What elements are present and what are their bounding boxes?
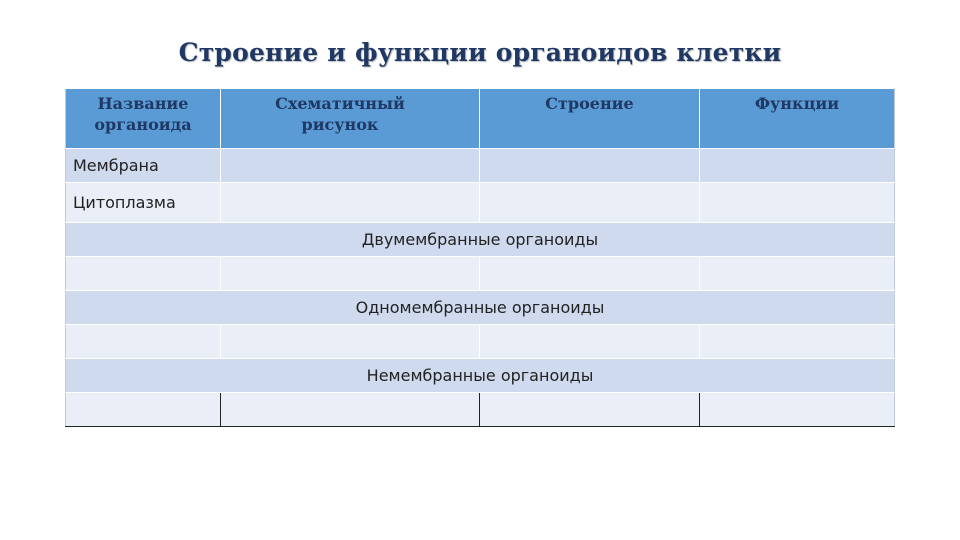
header-schematic-drawing: Схематичный рисунок: [221, 89, 480, 149]
cell-single-membrane-drawing[interactable]: [221, 325, 480, 359]
section-row-non-membrane: [66, 359, 895, 393]
cell-single-membrane-functions[interactable]: [700, 325, 895, 359]
section-label-single-membrane: Одномембранные органоиды: [66, 291, 895, 325]
header-functions: Функции: [700, 89, 895, 149]
table-row-membrane: [66, 149, 895, 183]
cell-cytoplasm-structure[interactable]: [480, 183, 700, 223]
cell-membrane-name[interactable]: Мембрана: [66, 149, 221, 183]
cell-double-membrane-structure[interactable]: [480, 257, 700, 291]
table-row-cytoplasm: [66, 183, 895, 223]
header-structure: Строение: [480, 89, 700, 149]
cell-membrane-functions[interactable]: [700, 149, 895, 183]
cell-non-membrane-structure[interactable]: [480, 393, 700, 427]
section-label-non-membrane: Немембранные органоиды: [66, 359, 895, 393]
organoid-table: [65, 88, 895, 427]
cell-cytoplasm-drawing[interactable]: [221, 183, 480, 223]
header-organoid-name: Название органоида: [66, 89, 221, 149]
section-row-single-membrane: [66, 291, 895, 325]
cell-membrane-structure[interactable]: [480, 149, 700, 183]
cell-double-membrane-drawing[interactable]: [221, 257, 480, 291]
cell-double-membrane-functions[interactable]: [700, 257, 895, 291]
cell-single-membrane-structure[interactable]: [480, 325, 700, 359]
cell-cytoplasm-name[interactable]: Цитоплазма: [66, 183, 221, 223]
cell-non-membrane-name[interactable]: [66, 393, 221, 427]
table-row-double-membrane: [66, 257, 895, 291]
cell-double-membrane-name[interactable]: [66, 257, 221, 291]
table-header-row: [66, 89, 895, 149]
cell-non-membrane-drawing[interactable]: [221, 393, 480, 427]
section-row-double-membrane: [66, 223, 895, 257]
cell-membrane-drawing[interactable]: [221, 149, 480, 183]
cell-cytoplasm-functions[interactable]: [700, 183, 895, 223]
cell-single-membrane-name[interactable]: [66, 325, 221, 359]
table-row-non-membrane: [66, 393, 895, 427]
slide-title: Строение и функции органоидов клетки: [178, 38, 782, 67]
table-row-single-membrane: [66, 325, 895, 359]
cell-non-membrane-functions[interactable]: [700, 393, 895, 427]
section-label-double-membrane: Двумембранные органоиды: [66, 223, 895, 257]
